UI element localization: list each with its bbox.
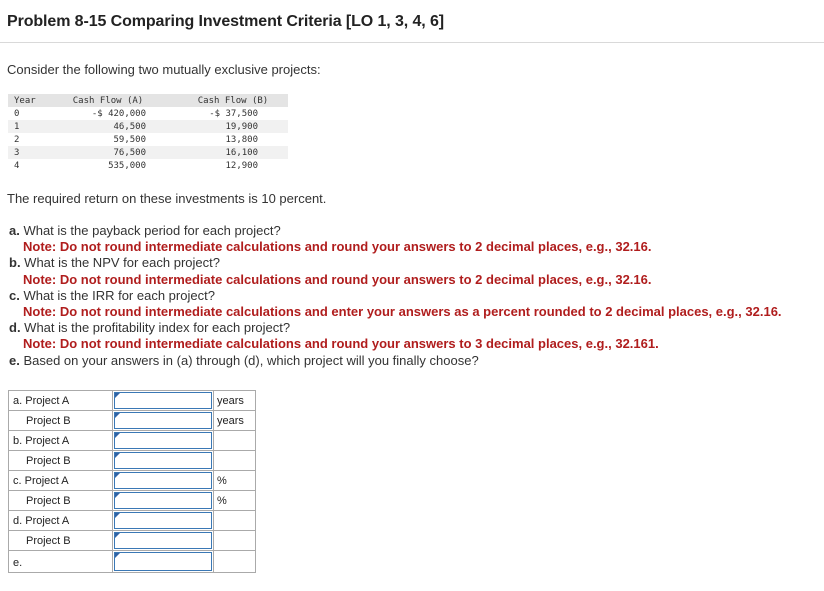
cash-flow-table xyxy=(8,94,288,172)
year-cell: 3 xyxy=(14,147,20,158)
answer-label: Project B xyxy=(9,411,113,431)
question-text: What is the IRR for each project? xyxy=(19,287,215,303)
cash-flow-header-row xyxy=(8,94,288,107)
question-d-note: Note: Do not round intermediate calculations and round your answers to 3 decimal places, e.g., 32.161. xyxy=(23,336,659,352)
answer-label: Project B xyxy=(9,491,113,511)
question-text: What is the NPV for each project? xyxy=(20,255,220,271)
cash-flow-a-cell: 535,000 xyxy=(108,160,146,171)
answer-cell xyxy=(113,491,214,511)
answer-row-c-project-a xyxy=(9,471,256,491)
question-text: What is the payback period for each project? xyxy=(19,223,281,238)
year-cell: 2 xyxy=(14,134,20,145)
cash-flow-a-cell: 46,500 xyxy=(113,121,146,132)
cash-flow-b-cell: -$ 37,500 xyxy=(209,108,258,119)
npv-a-input[interactable] xyxy=(114,432,212,449)
answer-cell xyxy=(113,431,214,451)
table-row xyxy=(8,159,288,172)
question-a xyxy=(9,223,782,239)
cash-flow-b-cell: 16,100 xyxy=(225,147,258,158)
table-row xyxy=(8,107,288,120)
unit-label xyxy=(214,551,256,573)
header-cash-flow-a: Cash Flow (A) xyxy=(72,95,144,106)
unit-label: % xyxy=(214,491,256,511)
answer-label: e. xyxy=(9,551,113,573)
table-row xyxy=(8,146,288,159)
question-b-note: Note: Do not round intermediate calculations and round your answers to 2 decimal places, e.g., 32.16. xyxy=(23,271,652,287)
input-marker-icon xyxy=(115,493,120,498)
problem-title: Problem 8-15 Comparing Investment Criteria [LO 1, 3, 4, 6] xyxy=(7,13,444,30)
answer-row-b-project-a xyxy=(9,431,256,451)
header-cash-flow-b: Cash Flow (B) xyxy=(197,95,269,106)
question-letter: c. xyxy=(9,287,20,303)
input-marker-icon xyxy=(115,453,120,458)
payback-a-input[interactable] xyxy=(114,392,212,409)
input-marker-icon xyxy=(115,533,120,538)
answer-label: a. Project A xyxy=(9,391,113,411)
question-c-note: Note: Do not round intermediate calculations and enter your answers as a percent rounded to 2 decimal places, e.g., 32.16. xyxy=(23,304,782,320)
answer-label: Project B xyxy=(9,451,113,471)
required-return-text: The required return on these investments is 10 percent. xyxy=(7,191,327,206)
payback-b-input[interactable] xyxy=(114,412,212,429)
answer-cell xyxy=(113,451,214,471)
irr-b-input[interactable] xyxy=(114,492,212,509)
unit-label: years xyxy=(214,391,256,411)
question-c xyxy=(9,288,782,304)
answer-cell xyxy=(113,391,214,411)
unit-label xyxy=(214,431,256,451)
answer-row-b-project-b xyxy=(9,451,256,471)
pi-a-input[interactable] xyxy=(114,512,212,529)
answer-cell xyxy=(113,411,214,431)
header-divider xyxy=(0,42,824,43)
cash-flow-a-cell: 76,500 xyxy=(113,147,146,158)
cash-flow-b-cell: 19,900 xyxy=(225,121,258,132)
answer-cell xyxy=(113,551,214,573)
unit-label xyxy=(214,511,256,531)
year-cell: 4 xyxy=(14,160,20,171)
answer-label: Project B xyxy=(9,531,113,551)
question-letter: a. xyxy=(9,223,20,238)
year-cell: 1 xyxy=(14,121,20,132)
header-year: Year xyxy=(14,95,36,106)
question-b xyxy=(9,255,782,271)
pi-b-input[interactable] xyxy=(114,532,212,549)
answer-table xyxy=(8,390,256,573)
answer-label: c. Project A xyxy=(9,471,113,491)
input-marker-icon xyxy=(115,553,120,558)
question-list xyxy=(9,223,782,369)
question-a-note: Note: Do not round intermediate calculations and round your answers to 2 decimal places, e.g., 32.16. xyxy=(23,239,652,255)
intro-text: Consider the following two mutually exclusive projects: xyxy=(7,62,321,77)
input-marker-icon xyxy=(115,393,120,398)
answer-row-e xyxy=(9,551,256,573)
question-letter: b. xyxy=(9,255,21,271)
question-text: What is the profitability index for each project? xyxy=(20,320,291,336)
answer-row-d-project-b xyxy=(9,531,256,551)
answer-cell xyxy=(113,511,214,531)
input-marker-icon xyxy=(115,433,120,438)
answer-cell xyxy=(113,531,214,551)
input-marker-icon xyxy=(115,473,120,478)
table-row xyxy=(8,120,288,133)
answer-label: b. Project A xyxy=(9,431,113,451)
question-text: Based on your answers in (a) through (d), which project will you finally choose? xyxy=(19,352,479,368)
unit-label: % xyxy=(214,471,256,491)
year-cell: 0 xyxy=(14,108,20,119)
cash-flow-b-cell: 13,800 xyxy=(225,134,258,145)
answer-row-d-project-a xyxy=(9,511,256,531)
answer-cell xyxy=(113,471,214,491)
unit-label xyxy=(214,531,256,551)
question-d xyxy=(9,320,782,336)
cash-flow-b-cell: 12,900 xyxy=(225,160,258,171)
unit-label xyxy=(214,451,256,471)
table-row xyxy=(8,133,288,146)
input-marker-icon xyxy=(115,413,120,418)
cash-flow-a-cell: -$ 420,000 xyxy=(91,108,146,119)
answer-label: d. Project A xyxy=(9,511,113,531)
irr-a-input[interactable] xyxy=(114,472,212,489)
question-e xyxy=(9,353,782,369)
answer-row-a-project-b xyxy=(9,411,256,431)
answer-row-c-project-b xyxy=(9,491,256,511)
question-letter: d. xyxy=(9,320,21,336)
final-choice-select[interactable] xyxy=(114,552,212,571)
answer-row-a-project-a xyxy=(9,391,256,411)
unit-label: years xyxy=(214,411,256,431)
npv-b-input[interactable] xyxy=(114,452,212,469)
question-letter: e. xyxy=(9,352,20,368)
cash-flow-a-cell: 59,500 xyxy=(113,134,146,145)
input-marker-icon xyxy=(115,513,120,518)
